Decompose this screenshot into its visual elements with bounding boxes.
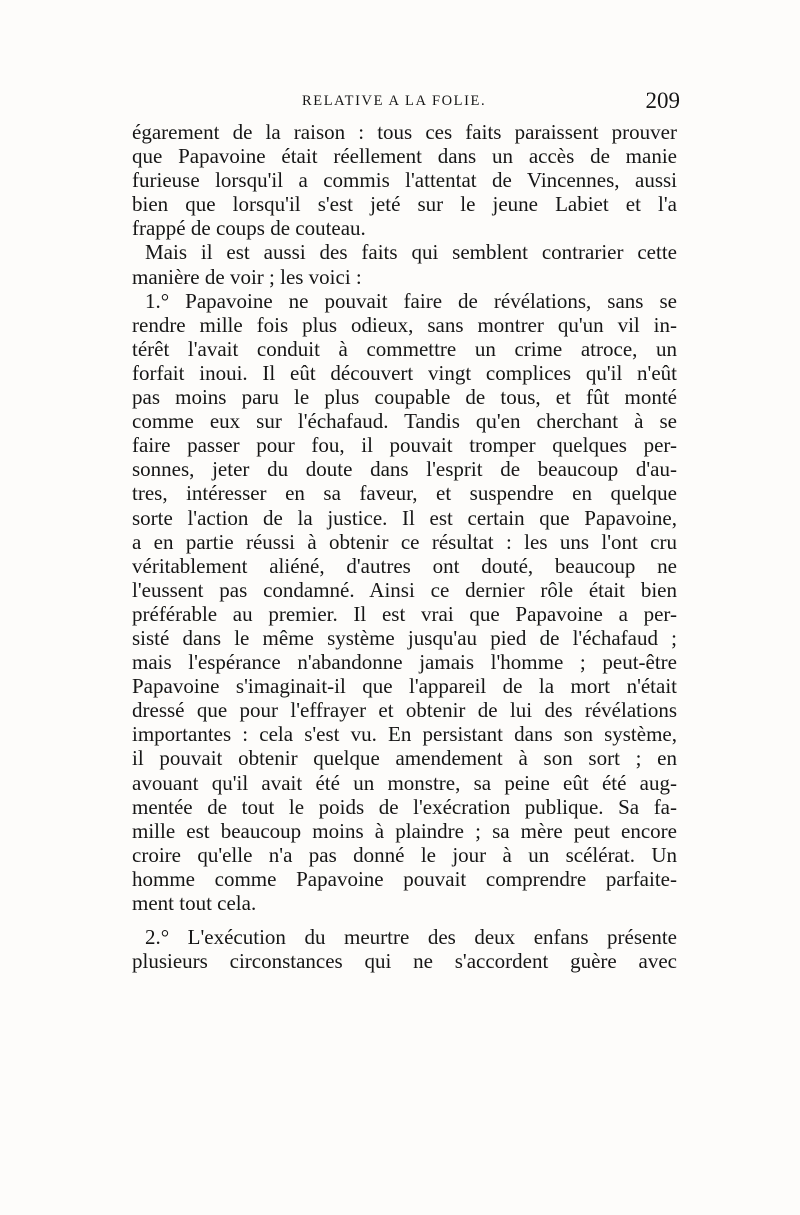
text-line: sorte l'action de la justice. Il est certain que Papavoine, [132, 505, 677, 530]
text-line: véritablement aliéné, d'autres ont douté, beaucoup ne [132, 553, 677, 578]
text-line: manière de voir ; les voici : [132, 264, 362, 289]
text-line: mille est beaucoup moins à plaindre ; sa mère peut encore [132, 818, 677, 843]
text-line: faire passer pour fou, il pouvait tromper quelques per- [132, 433, 677, 458]
body-text [132, 120, 677, 973]
text-line: croire qu'elle n'a pas donné le jour à un scélérat. Un [132, 842, 677, 867]
page-number: 209 [645, 88, 680, 113]
text-line: il pouvait obtenir quelque amendement à son sort ; en [132, 746, 677, 771]
text-line: préférable au premier. Il est vrai que Papavoine a per- [132, 601, 677, 626]
text-line: importantes : cela s'est vu. En persistant dans son système, [132, 722, 677, 747]
paragraph-first-line: 2.° L'exécution du meurtre des deux enfans présente [145, 925, 677, 950]
paragraph-gap [132, 915, 677, 925]
text-line: homme comme Papavoine pouvait comprendre parfaite- [132, 866, 677, 891]
running-title: RELATIVE A LA FOLIE. [302, 93, 487, 109]
running-head [132, 88, 680, 119]
text-line: mentée de tout le poids de l'exécration publique. Sa fa- [132, 794, 677, 819]
text-line: avouant qu'il avait été un monstre, sa peine eût été aug- [132, 770, 677, 795]
text-line: comme eux sur l'échafaud. Tandis qu'en cherchant à se [132, 409, 677, 434]
text-line: tres, intéresser en sa faveur, et suspendre en quelque [132, 481, 677, 506]
text-line: a en partie réussi à obtenir ce résultat : les uns l'ont cru [132, 529, 677, 554]
text-line: térêt l'avait conduit à commettre un crime atroce, un [132, 336, 677, 361]
text-line: égarement de la raison : tous ces faits paraissent prouver [132, 120, 677, 144]
text-line: rendre mille fois plus odieux, sans montrer qu'un vil in- [132, 312, 677, 337]
text-line: dressé que pour l'effrayer et obtenir de lui des révélations [132, 698, 677, 723]
text-line: plusieurs circonstances qui ne s'accordent guère avec [132, 949, 677, 974]
text-line: l'eussent pas condamné. Ainsi ce dernier rôle était bien [132, 577, 677, 602]
text-line: furieuse lorsqu'il a commis l'attentat de Vincennes, aussi [132, 168, 677, 193]
text-line: bien que lorsqu'il s'est jeté sur le jeune Labiet et l'a [132, 192, 677, 217]
text-line: ment tout cela. [132, 891, 257, 915]
text-line: que Papavoine était réellement dans un accès de manie [132, 144, 677, 169]
text-line: forfait inoui. Il eût découvert vingt complices qu'il n'eût [132, 360, 677, 385]
text-line: sonnes, jeter du doute dans l'esprit de beaucoup d'au- [132, 457, 677, 482]
paragraph-first-line: Mais il est aussi des faits qui semblent contrarier cette [145, 240, 677, 265]
paragraph-first-line: 1.° Papavoine ne pouvait faire de révélations, sans se [145, 288, 677, 313]
text-line: Papavoine s'imaginait-il que l'appareil de la mort n'était [132, 674, 677, 699]
text-line: sisté dans le même système jusqu'au pied de l'échafaud ; [132, 625, 677, 650]
text-line: mais l'espérance n'abandonne jamais l'homme ; peut-être [132, 650, 677, 675]
text-line: pas moins paru le plus coupable de tous, et fût monté [132, 385, 677, 410]
text-line: frappé de coups de couteau. [132, 216, 366, 241]
